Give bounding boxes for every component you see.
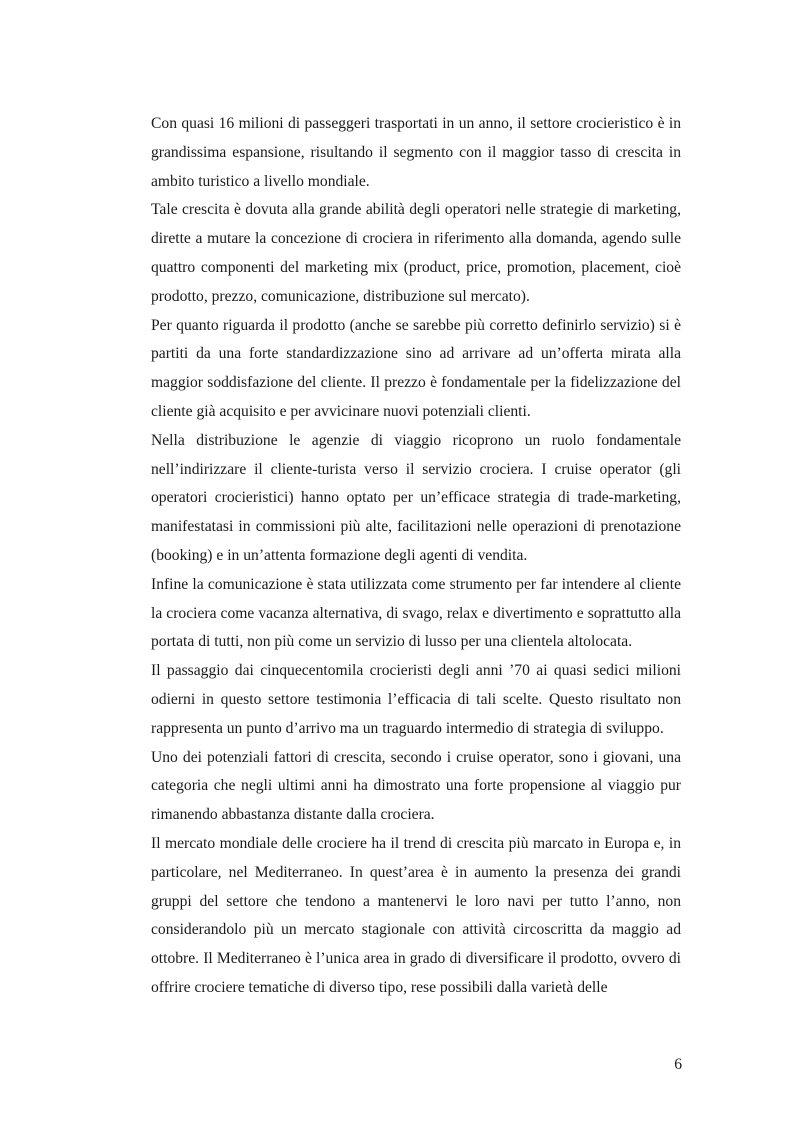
page-number: 6 <box>674 1056 682 1073</box>
paragraph: Uno dei potenziali fattori di crescita, secondo i cruise operator, sono i giovani, una categoria che negli ultimi anni ha dimostrato una forte propensione al viaggio pur rimanendo abbastanza distante dalla crociera. <box>151 748 681 824</box>
paragraph: Con quasi 16 milioni di passeggeri trasportati in un anno, il settore crocieristico è in grandissima espansione, risultando il segmento con il maggior tasso di crescita in ambito turistico a livello mondiale. <box>151 115 681 190</box>
paragraph: Per quanto riguarda il prodotto (anche se sarebbe più corretto definirlo servizio) si è partiti da una forte standardizzazione sino ad arrivare ad un’offerta mirata alla maggior soddisfazione del cliente. Il prezzo è fondamentale per la fidelizzazione del cliente già acquisito e per avvicinare nuovi potenziali clienti. <box>151 316 681 420</box>
paragraph: Infine la comunicazione è stata utilizzata come strumento per far intendere al cliente la crociera come vacanza alternativa, di svago, relax e divertimento e soprattutto alla portata di tutti, non più come un servizio di lusso per una clientela altolocata. <box>151 575 681 651</box>
paragraph: Il passaggio dai cinquecentomila crocieristi degli anni ’70 ai quasi sedici milioni odierni in questo settore testimonia l’efficacia di tali scelte. Questo risultato non rappresenta un punto d’arrivo ma un traguardo intermedio di strategia di sviluppo. <box>151 662 681 737</box>
body-text <box>151 110 681 1003</box>
paragraph: Il mercato mondiale delle crociere ha il trend di crescita più marcato in Europa e, in particolare, nel Mediterraneo. In quest’area è in aumento la presenza dei grandi gruppi del settore che tendono a mantenervi le loro navi per tutto l’anno, non considerandolo più un mercato stagionale con attività circoscritta da maggio ad ottobre. Il Mediterraneo è l’unica area in grado di diversificare il prodotto, ovvero di offrire crociere tematiche di diverso tipo, rese possibili dalla varietà delle <box>151 834 681 996</box>
paragraph: Tale crescita è dovuta alla grande abilità degli operatori nelle strategie di marketing, dirette a mutare la concezione di crociera in riferimento alla domanda, agendo sulle quattro componenti del marketing mix (product, price, promotion, placement, cioè prodotto, prezzo, comunicazione, distribuzione sul mercato). <box>151 201 681 305</box>
paragraph: Nella distribuzione le agenzie di viaggio ricoprono un ruolo fondamentale nell’indirizzare il cliente-turista verso il servizio crociera. I cruise operator (gli operatori crocieristici) hanno optato per un’efficace strategia di trade-marketing, manifestatasi in commissioni più alte, facilitazioni nelle operazioni di prenotazione (booking) e in un’attenta formazione degli agenti di vendita. <box>151 431 681 564</box>
